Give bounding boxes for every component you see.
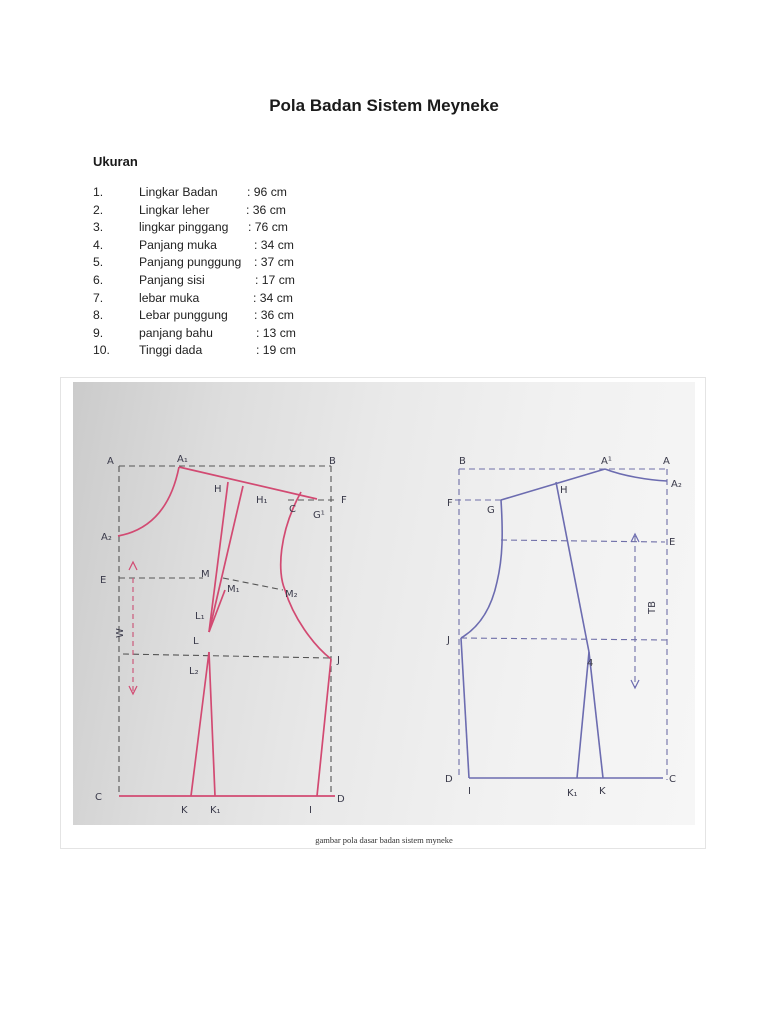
label-J: J — [447, 635, 450, 646]
label-K1: K₁ — [567, 788, 578, 799]
label-H: H — [214, 484, 222, 495]
item-value: : 19 cm — [256, 343, 296, 358]
item-value: : 36 cm — [254, 308, 294, 323]
figure-caption: gambar pola dasar badan sistem myneke — [315, 835, 453, 845]
label-H1: H₁ — [256, 495, 268, 506]
label-M: M — [201, 569, 210, 580]
label-F: F — [341, 495, 347, 506]
pattern-drawing — [73, 382, 695, 825]
item-label: lingkar pinggang — [139, 220, 229, 235]
label-M1: M₁ — [227, 584, 240, 595]
label-M2: M₂ — [285, 589, 298, 600]
label-H: H — [560, 485, 568, 496]
label-G: G — [487, 505, 495, 516]
item-label: Lingkar leher — [139, 202, 210, 217]
item-value: : 17 cm — [255, 272, 295, 287]
item-number: 10. — [93, 343, 110, 358]
label-C-shoulder: C — [289, 504, 296, 515]
item-label: Panjang punggung — [139, 255, 242, 270]
item-value: : 34 cm — [253, 290, 293, 305]
item-number: 4. — [93, 237, 104, 252]
item-value: : 34 cm — [254, 237, 294, 252]
label-A2: A₂ — [101, 532, 112, 543]
label-G1: G¹ — [313, 510, 325, 521]
label-A: A — [107, 456, 114, 467]
item-number: 1. — [93, 185, 104, 199]
page-title: Pola Badan Sistem Meyneke — [269, 96, 499, 115]
item-value: : 76 cm — [248, 220, 288, 235]
label-D: D — [445, 774, 453, 785]
item-label: Lingkar Badan — [139, 185, 218, 199]
label-A: A — [663, 456, 670, 467]
pattern-figure — [60, 377, 706, 849]
label-L2: L₂ — [189, 666, 199, 677]
label-TB: TB — [647, 601, 658, 614]
item-label: lebar muka — [139, 290, 200, 305]
label-E: E — [100, 575, 107, 586]
item-number: 5. — [93, 255, 104, 270]
label-L: L — [193, 636, 199, 647]
pattern-photo — [73, 382, 695, 825]
label-B: B — [329, 456, 336, 467]
back-pattern — [445, 456, 682, 799]
label-A1: A¹ — [601, 456, 612, 467]
label-J: J — [337, 655, 340, 666]
item-label: Tinggi dada — [139, 343, 203, 358]
label-D: D — [337, 794, 345, 805]
item-number: 8. — [93, 308, 104, 323]
label-I: I — [468, 786, 471, 797]
item-value: : 13 cm — [256, 325, 296, 340]
item-value: : 96 cm — [247, 185, 287, 199]
label-four: 4 — [587, 658, 594, 669]
item-number: 2. — [93, 202, 104, 217]
item-number: 3. — [93, 220, 104, 235]
label-L1: L₁ — [195, 611, 205, 622]
label-C: C — [95, 792, 102, 803]
item-number: 9. — [93, 325, 104, 340]
label-C: C — [669, 774, 676, 785]
item-value: : 37 cm — [254, 255, 294, 270]
label-K1: K₁ — [210, 805, 221, 816]
section-heading: Ukuran — [93, 154, 138, 169]
item-label: panjang bahu — [139, 325, 213, 340]
label-F: F — [447, 498, 453, 509]
item-label: Lebar punggung — [139, 308, 228, 323]
label-A2: A₂ — [671, 479, 682, 490]
label-E: E — [669, 537, 676, 548]
item-label: Panjang muka — [139, 237, 217, 252]
item-label: Panjang sisi — [139, 272, 205, 287]
label-A1: A₁ — [177, 454, 188, 465]
label-K: K — [181, 805, 188, 816]
label-I: I — [309, 805, 312, 816]
item-value: : 36 cm — [246, 202, 286, 217]
item-number: 7. — [93, 290, 104, 305]
front-pattern — [95, 454, 347, 816]
label-W: W — [115, 628, 126, 638]
label-K: K — [599, 786, 606, 797]
label-B: B — [459, 456, 466, 467]
item-number: 6. — [93, 272, 104, 287]
